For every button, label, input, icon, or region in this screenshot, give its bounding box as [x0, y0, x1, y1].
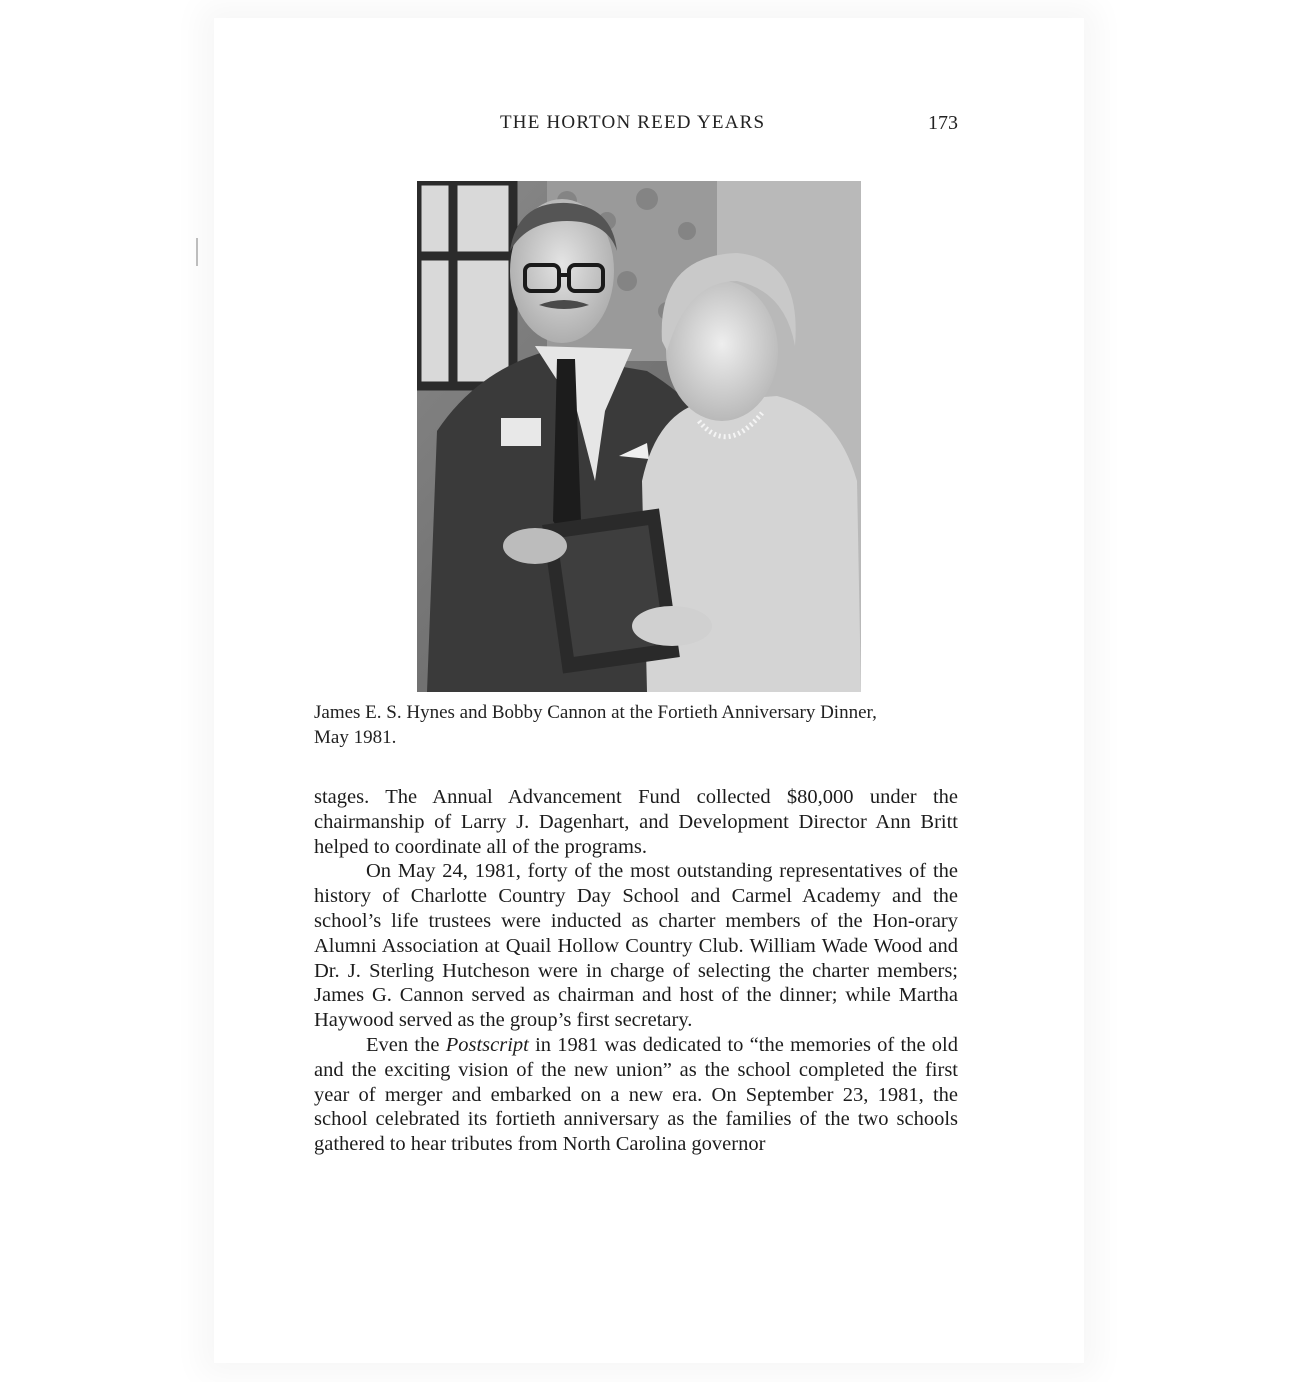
- body-text: [314, 785, 958, 1157]
- margin-mark: [196, 238, 198, 266]
- paragraph-3: [314, 1033, 958, 1157]
- paragraph-2: On May 24, 1981, forty of the most outstanding representatives of the history of Charlotte Country Day School and Carmel Academy and the school’s life trustees were inducted as charter members of the Hon-orary Alumni Association at Quail Hollow Country Club. William Wade Wood and Dr. J. Sterling Hutcheson were in charge of selecting the charter members; James G. Cannon served as chairman and host of the dinner; while Martha Haywood served as the group’s first secretary.: [314, 860, 958, 1032]
- paragraph-1: stages. The Annual Advancement Fund collected $80,000 under the chairmanship of Larry J. Dagenhart, and Development Director Ann Britt helped to coordinate all of the programs.: [314, 786, 958, 858]
- photo-caption: [314, 700, 958, 750]
- page-number: 173: [928, 112, 958, 134]
- postscript-title: Postscript: [445, 1033, 529, 1056]
- caption-line-2: May 1981.: [314, 727, 397, 748]
- paragraph-3-rest: in 1981 was dedicated to “the memories of the old and the exciting vision of the new union” as the school completed the first year of merger and embarked on a new era. On September 23, 1981, the school celebrated its fortieth anniversary as the families of the two schools gathered to hear tributes from North Carolina governor: [314, 1033, 959, 1156]
- photograph-illustration: [417, 181, 861, 692]
- running-head: [314, 110, 958, 140]
- photograph: [417, 181, 861, 692]
- caption-line-1: James E. S. Hynes and Bobby Cannon at the Fortieth Anniversary Dinner,: [314, 702, 877, 723]
- paragraph-3-start: Even the: [366, 1033, 446, 1056]
- running-title: THE HORTON REED YEARS: [500, 112, 766, 133]
